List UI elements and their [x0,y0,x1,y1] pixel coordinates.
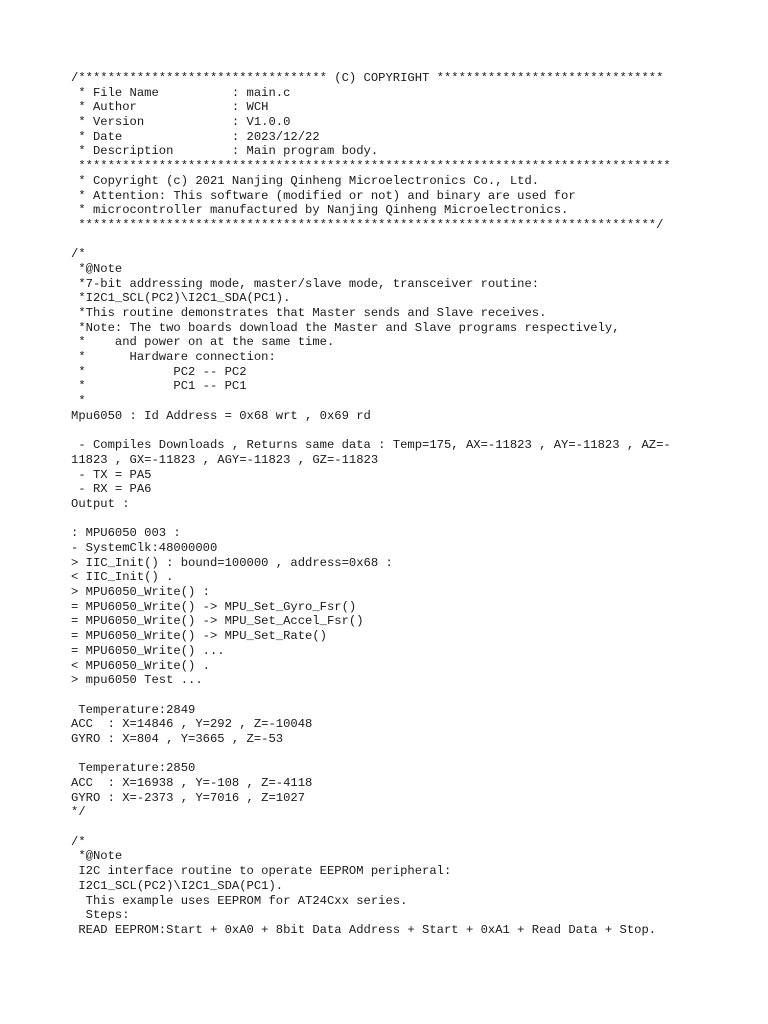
code-line: Output : [71,496,130,511]
document-page [71,71,761,938]
code-line: 11823 , GX=-11823 , AGY=-11823 , GZ=-11823 [71,452,379,467]
code-line: = MPU6050_Write() -> MPU_Set_Accel_Fsr() [71,614,364,629]
code-line [71,688,761,703]
code-line: I2C1_SCL(PC2)\I2C1_SDA(PC1). [71,878,284,893]
code-line: * [71,394,86,409]
code-line: *@Note [71,261,123,276]
code-line: = MPU6050_Write() -> MPU_Set_Rate() [71,629,327,644]
code-line: GYRO : X=-2373 , Y=7016 , Z=1027 [71,790,306,805]
code-line: * Description : Main program body. [71,144,379,159]
code-line: This example uses EEPROM for AT24Cxx series. [71,893,408,908]
code-line [71,424,761,439]
code-line: ACC : X=14846 , Y=292 , Z=-10048 [71,717,313,732]
code-line: = MPU6050_Write() ... [71,643,225,658]
code-line: - SystemClk:48000000 [71,541,218,555]
code-line: * Version : V1.0.0 [71,115,291,130]
code-line: /********************************** (C) COPYRIGHT ******************************* [71,71,664,85]
code-line: *This routine demonstrates that Master sends and Slave receives. [71,306,547,320]
code-line: *@Note [71,849,123,864]
code-line: < MPU6050_Write() . [71,658,210,673]
code-line: * Attention: This software (modified or not) and binary are used for [71,188,576,203]
code-line: * microcontroller manufactured by Nanjing Qinheng Microelectronics. [71,203,569,218]
code-line: * Date : 2023/12/22 [71,129,320,144]
code-line: > IIC_Init() : bound=100000 , address=0x68 : [71,555,393,570]
code-line: * Copyright (c) 2021 Nanjing Qinheng Microelectronics Co., Ltd. [71,173,540,188]
code-line: /* [71,834,86,849]
code-line: * Hardware connection: [71,350,276,365]
code-line: GYRO : X=804 , Y=3665 , Z=-53 [71,731,284,746]
code-line: > MPU6050_Write() : [71,585,210,600]
code-line: * PC1 -- PC1 [71,379,247,394]
code-line: ACC : X=16938 , Y=-108 , Z=-4118 [71,776,313,790]
code-line: Mpu6050 : Id Address = 0x68 wrt , 0x69 rd [71,408,371,423]
code-line: I2C interface routine to operate EEPROM peripheral: [71,864,452,879]
code-line: */ [71,805,86,820]
code-line [71,512,761,527]
code-line: - TX = PA5 [71,467,152,482]
code-line: Steps: [71,908,130,923]
code-line: *7-bit addressing mode, master/slave mode, transceiver routine: [71,276,540,291]
code-line: * PC2 -- PC2 [71,364,247,379]
code-line: : MPU6050 003 : [71,526,181,541]
code-line [71,820,761,835]
code-line: * and power on at the same time. [71,335,335,350]
code-line: Temperature:2849 [71,702,196,717]
code-line: * File Name : main.c [71,85,291,100]
code-line: < IIC_Init() . [71,570,174,585]
code-line: *I2C1_SCL(PC2)\I2C1_SDA(PC1). [71,291,291,306]
code-line: READ EEPROM:Start + 0xA0 + 8bit Data Address + Start + 0xA1 + Read Data + Stop. [71,922,657,937]
code-line: ********************************************************************************* [71,159,671,174]
code-line: - RX = PA6 [71,482,152,497]
code-line: /* [71,247,86,262]
code-line: > mpu6050 Test ... [71,673,203,688]
code-line: - Compiles Downloads , Returns same data : Temp=175, AX=-11823 , AY=-11823 , AZ=- [71,438,671,453]
code-line: *******************************************************************************/ [71,217,664,232]
code-line: *Note: The two boards download the Master and Slave programs respectively, [71,320,620,335]
code-line: * Author : WCH [71,100,269,115]
code-line: = MPU6050_Write() -> MPU_Set_Gyro_Fsr() [71,599,357,614]
code-line [71,747,761,762]
code-line: Temperature:2850 [71,761,196,776]
code-line [71,233,761,248]
